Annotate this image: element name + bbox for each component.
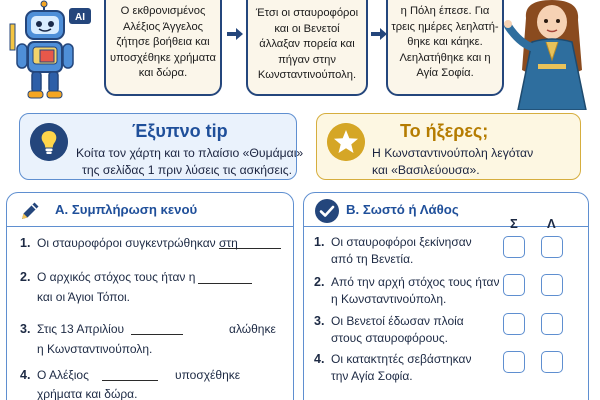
story-panel-2	[246, 0, 368, 96]
true-checkbox[interactable]	[503, 313, 525, 335]
false-checkbox[interactable]	[541, 351, 563, 373]
question-number: 4.	[20, 368, 31, 382]
panel-1-line: Ο εκθρονισμένος	[120, 5, 206, 17]
answer-blank[interactable]	[219, 248, 281, 249]
panel-2-line: Έτσι οι σταυροφόροι	[255, 7, 359, 19]
question-number: 4.	[314, 352, 325, 366]
question-line: Ο αρχικός στόχος τους ήταν η	[37, 270, 196, 284]
panel-3-line: θηκε και κάηκε.	[407, 36, 483, 49]
panel-3-line: η Πόλη έπεσε. Για	[400, 5, 490, 17]
question-line: υποσχέθηκε	[175, 368, 241, 382]
question-line: αλώθηκε	[229, 322, 276, 336]
question-line: χρήματα και δώρα.	[37, 387, 138, 400]
ai-screen-label: AI	[75, 12, 85, 23]
panel-1-line: ζήτησε βοήθεια και	[116, 36, 210, 49]
question-line: η Κωνσταντινούπολη.	[37, 342, 153, 356]
question-number: 1.	[20, 236, 31, 250]
did-you-know-title: Το ήξερες;	[400, 121, 489, 141]
question-text	[331, 351, 471, 385]
question-line: η Κωνσταντινούπολη.	[331, 292, 447, 306]
question-number: 2.	[314, 275, 325, 289]
section-b-title: Β. Σωστό ή Λάθος	[346, 202, 459, 217]
true-checkbox[interactable]	[503, 236, 525, 258]
true-checkbox[interactable]	[503, 274, 525, 296]
answer-blank[interactable]	[198, 283, 252, 284]
question-text	[331, 274, 499, 308]
did-you-know-line: Η Κωνσταντινούπολη λεγόταν	[372, 146, 534, 160]
robot-illustration	[4, 0, 96, 100]
smart-tip-line: της σελίδας 1 πριν λύσεις τις ασκήσεις.	[82, 163, 292, 177]
smart-tip-title: Έξυπνο tip	[132, 121, 228, 141]
question-text	[331, 313, 464, 347]
panel-1-line: υποσχέθηκε χρήματα	[110, 51, 216, 64]
question-line: στους σταυροφόρους.	[331, 331, 448, 345]
true-column-header: Σ	[510, 216, 518, 231]
checkmark-circle-icon	[314, 198, 340, 224]
card-header	[304, 193, 588, 227]
panel-3-line: Λεηλατήθηκε και η	[399, 51, 491, 64]
question-line: Οι Βενετοί έδωσαν πλοία	[331, 314, 464, 328]
false-checkbox[interactable]	[541, 236, 563, 258]
question-text	[37, 367, 137, 400]
smart-tip-line: Κοίτα τον χάρτη και το πλαίσιο «Θυμάμαι»	[76, 146, 304, 160]
lightbulb-icon	[30, 123, 68, 161]
question-line: Οι σταυροφόροι συγκεντρώθηκαν στη	[37, 236, 238, 250]
story-panel-1	[104, 0, 222, 96]
panel-2-line: πήγαν στην	[278, 53, 336, 66]
did-you-know-text	[372, 145, 572, 179]
true-checkbox[interactable]	[503, 351, 525, 373]
question-text	[37, 235, 238, 252]
card-header	[7, 193, 293, 227]
question-line: από τη Βενετία.	[331, 252, 414, 266]
false-checkbox[interactable]	[541, 313, 563, 335]
answer-blank[interactable]	[102, 380, 158, 381]
question-text-tail	[175, 367, 240, 384]
question-line: Από την αρχή στόχος τους ήταν	[331, 275, 500, 289]
smart-tip-text	[76, 145, 304, 179]
question-line: Ο Αλέξιος	[37, 368, 89, 382]
star-icon	[327, 123, 365, 161]
question-line: την Αγία Σοφία.	[331, 369, 413, 383]
answer-blank[interactable]	[131, 334, 183, 335]
arrow-right-icon	[227, 27, 243, 41]
question-text	[37, 269, 195, 306]
panel-2-line: άλλαξαν πορεία και	[259, 38, 355, 51]
question-line: Στις 13 Απριλίου	[37, 322, 125, 336]
panel-1-line: και δώρα.	[138, 67, 188, 80]
question-number: 3.	[314, 314, 325, 328]
question-text	[331, 234, 472, 268]
smart-tip-box	[19, 113, 304, 180]
girl-illustration	[502, 0, 598, 110]
pencil-icon	[17, 198, 43, 224]
arrow-right-icon	[371, 27, 387, 41]
panel-2-line: Κωνσταντινούπολη.	[257, 69, 357, 82]
did-you-know-line: και «Βασιλεύουσα».	[372, 163, 480, 177]
panel-3-line: τρεις ημέρες λεηλατή-	[391, 20, 499, 33]
question-number: 3.	[20, 322, 31, 336]
did-you-know-box	[316, 113, 581, 180]
question-number: 2.	[20, 270, 31, 284]
question-line: Οι κατακτητές σεβάστηκαν	[331, 352, 472, 366]
section-a-title: Α. Συμπλήρωση κενού	[55, 202, 198, 217]
question-number: 1.	[314, 235, 325, 249]
question-line: και οι Άγιοι Τόποι.	[37, 290, 131, 304]
panel-2-line: και οι Βενετοί	[274, 22, 340, 35]
question-text	[37, 321, 152, 358]
question-line: Οι σταυροφόροι ξεκίνησαν	[331, 235, 472, 249]
false-column-header: Λ	[547, 216, 556, 231]
story-panel-3	[386, 0, 504, 96]
question-text-tail	[229, 321, 276, 338]
false-checkbox[interactable]	[541, 274, 563, 296]
panel-1-line: Αλέξιος Άγγελος	[122, 20, 204, 33]
panel-3-line: Αγία Σοφία.	[416, 67, 474, 80]
